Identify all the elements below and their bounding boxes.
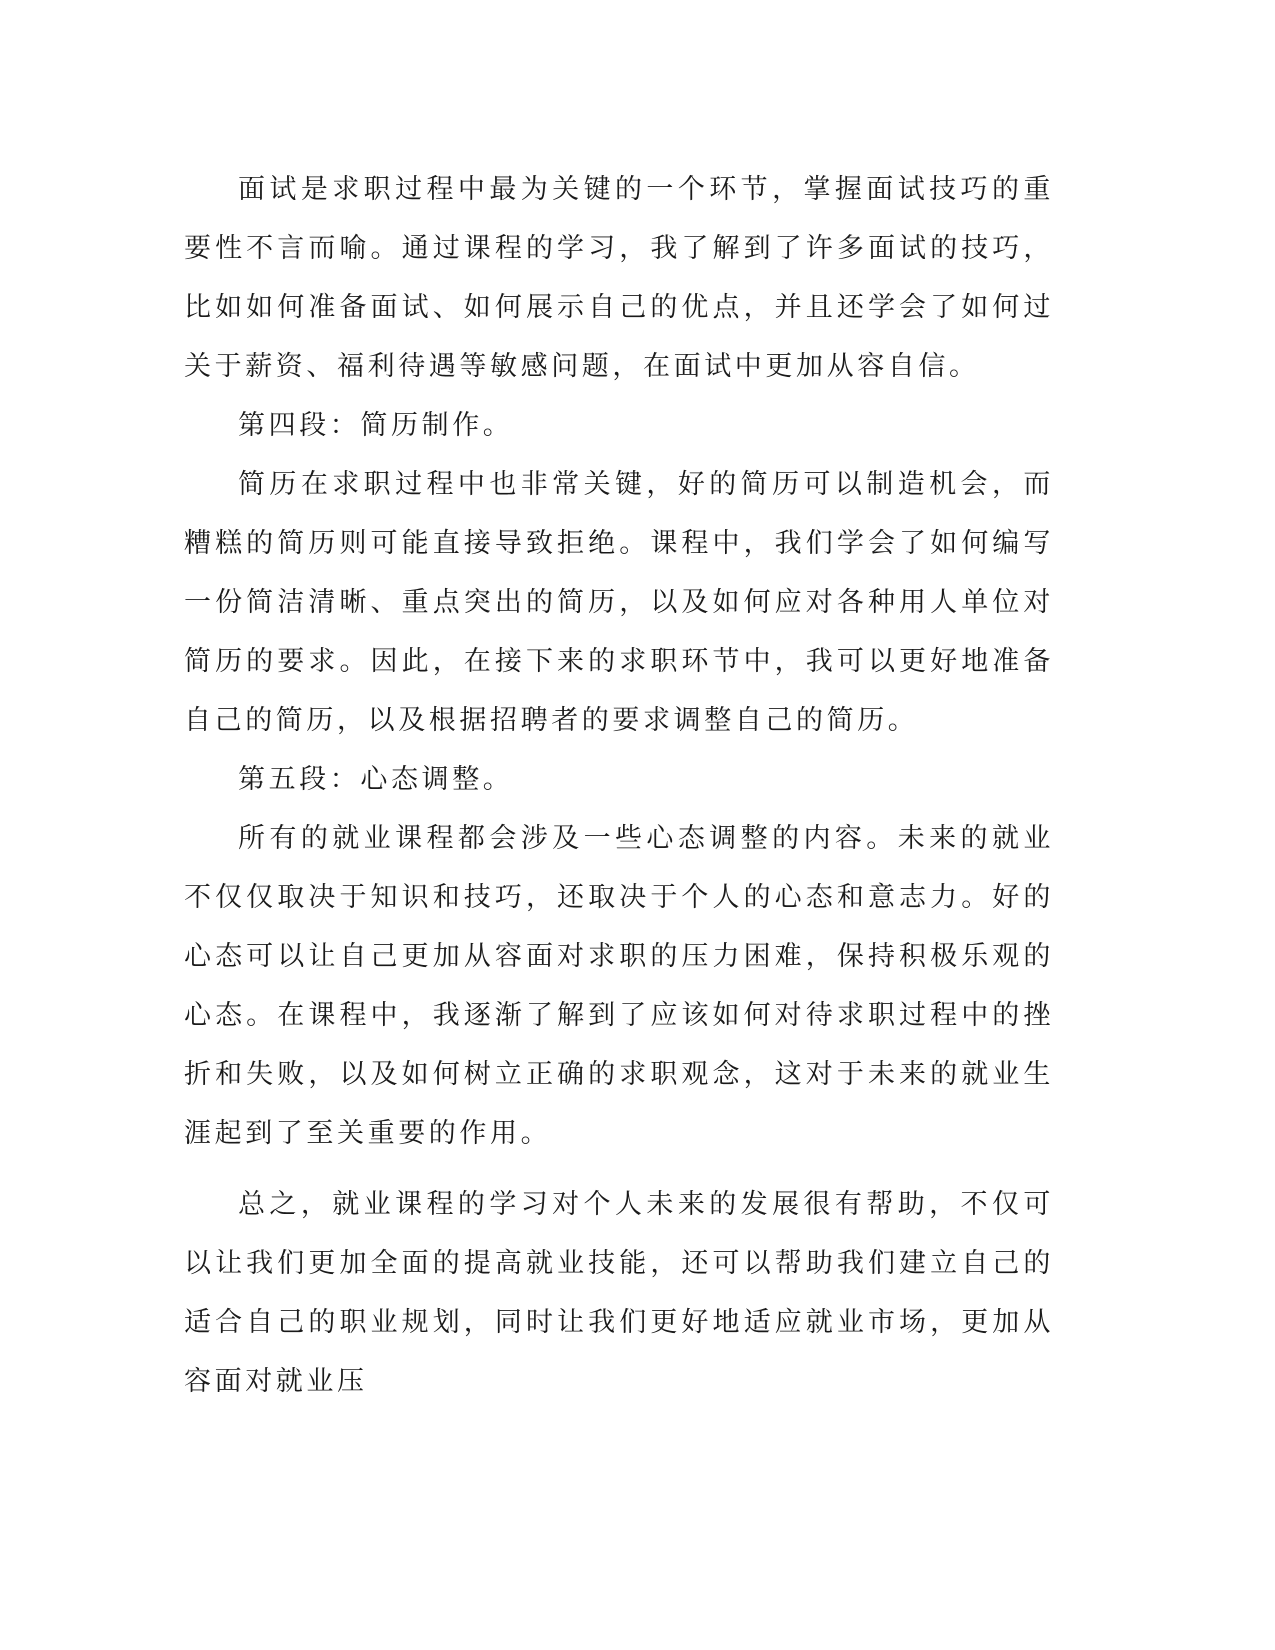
paragraph-resume-writing: 简历在求职过程中也非常关键，好的简历可以制造机会，而糟糕的简历则可能直接导致拒绝。课程中，我们学会了如何编写一份简洁清晰、重点突出的简历，以及如何应对各种用人单位对简历的要求。因此，在接下来的求职环节中，我可以更好地准备自己的简历，以及根据招聘者的要求调整自己的简历。	[184, 469, 1054, 736]
paragraph-mindset-adjustment: 所有的就业课程都会涉及一些心态调整的内容。未来的就业不仅仅取决于知识和技巧，还取决于个人的心态和意志力。好的心态可以让自己更加从容面对求职的压力困难，保持积极乐观的心态。在课程中，我逐渐了解到了应该如何对待求职过程中的挫折和失败，以及如何树立正确的求职观念，这对于未来的就业生涯起到了至关重要的作用。	[184, 823, 1054, 1149]
document-body	[184, 160, 1054, 1411]
paragraph-conclusion: 总之，就业课程的学习对个人未来的发展很有帮助，不仅可以让我们更加全面的提高就业技能，还可以帮助我们建立自己的适合自己的职业规划，同时让我们更好地适应就业市场，更加从容面对就业压	[184, 1189, 1054, 1397]
section-heading-mindset: 第五段：心态调整。	[238, 764, 514, 795]
paragraph-interview-skills: 面试是求职过程中最为关键的一个环节，掌握面试技巧的重要性不言而喻。通过课程的学习，我了解到了许多面试的技巧，比如如何准备面试、如何展示自己的优点，并且还学会了如何过关于薪资、福利待遇等敏感问题，在面试中更加从容自信。	[184, 174, 1054, 382]
section-heading-resume: 第四段：简历制作。	[238, 410, 514, 441]
